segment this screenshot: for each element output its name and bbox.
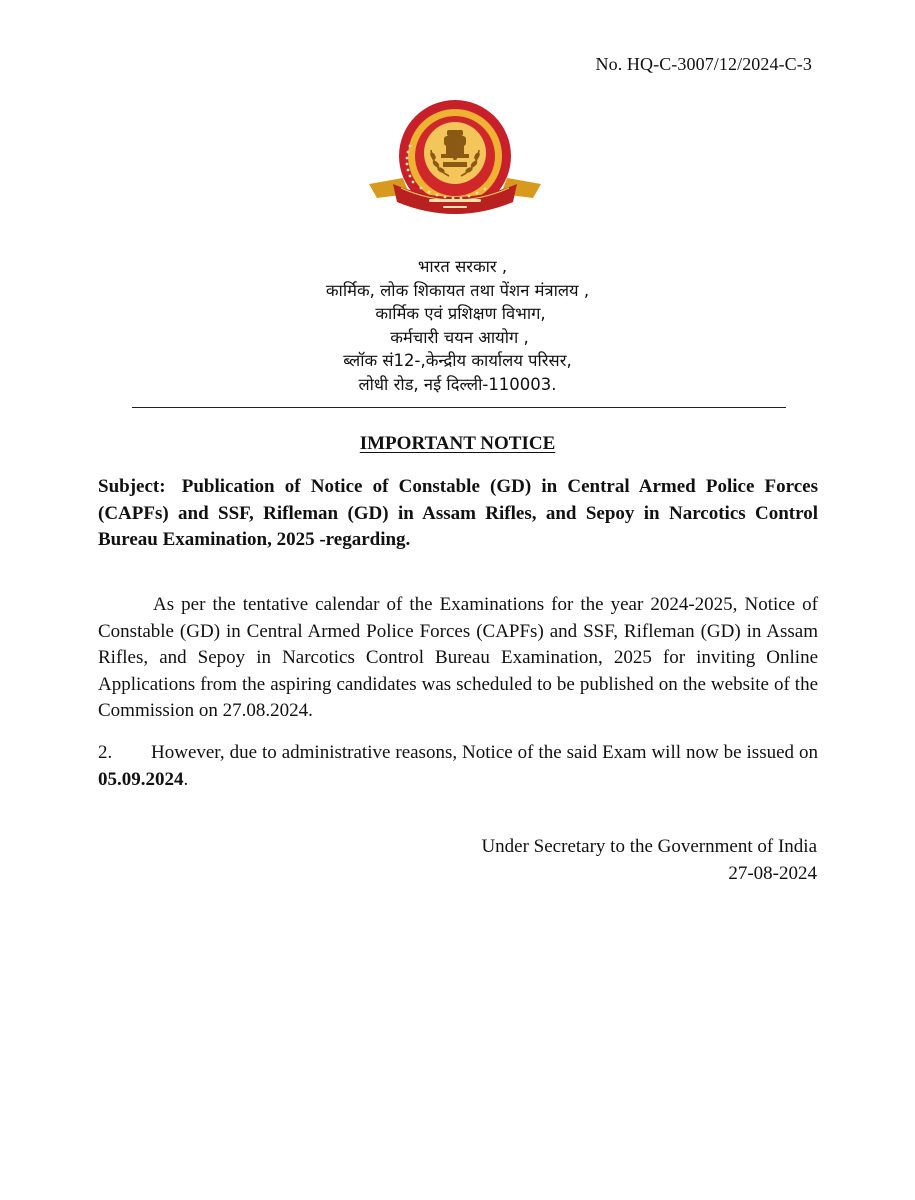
notice-heading: IMPORTANT NOTICE — [359, 433, 556, 454]
paragraph-2-date: 05.09.2024 — [98, 768, 184, 790]
address-line-department: कार्मिक एवं प्रशिक्षण विभाग, — [375, 304, 546, 323]
signoff-date: 27-08-2024 — [728, 862, 817, 884]
address-line-block: ब्लॉक सं12-,केन्द्रीय कार्यालय परिसर, — [343, 351, 572, 370]
paragraph-2-text: However, due to administrative reasons, Notice of the said Exam will now be issued on — [151, 742, 818, 763]
signoff-block — [481, 834, 817, 887]
signoff-designation: Under Secretary to the Government of India — [481, 836, 817, 857]
address-line-commission: कर्मचारी चयन आयोग , — [390, 327, 529, 347]
paragraph-2 — [98, 740, 818, 793]
hindi-address-block — [0, 255, 915, 396]
paragraph-1: As per the tentative calendar of the Examinations for the year 2024-2025, Notice of Constable (GD) in Central Armed Police Forces (CAPFs) and SSF, Rifleman (GD) in Assam Rifles, and Sepoy in Narcotics Control Bureau Examination, 2025 for inviting Online Applications from the aspiring candidates was scheduled to be published on the website of the Commission on 27.08.2024. — [98, 594, 818, 721]
address-line-ministry: कार्मिक, लोक शिकायत तथा पेंशन मंत्रालय , — [325, 280, 590, 300]
paragraph-2-number: 2. — [98, 742, 113, 763]
subject-line — [98, 474, 818, 554]
address-line-road: लोधी रोड, नई दिल्ली-110003. — [358, 374, 557, 394]
ssc-emblem-logo — [363, 98, 547, 224]
subject-label: Subject: — [98, 476, 166, 497]
subject-text: Publication of Notice of Constable (GD) in Central Armed Police Forces (CAPFs) and SSF, Rifleman (GD) in Assam Rifles, and Sepoy in Narcotics Control Bureau Examination, 2025 -regarding. — [98, 476, 818, 550]
header-divider — [132, 407, 786, 408]
paragraph-2-end: . — [183, 768, 189, 790]
reference-number: No. HQ-C-3007/12/2024-C-3 — [595, 54, 812, 74]
address-line-government: भारत सरकार , — [417, 257, 508, 276]
